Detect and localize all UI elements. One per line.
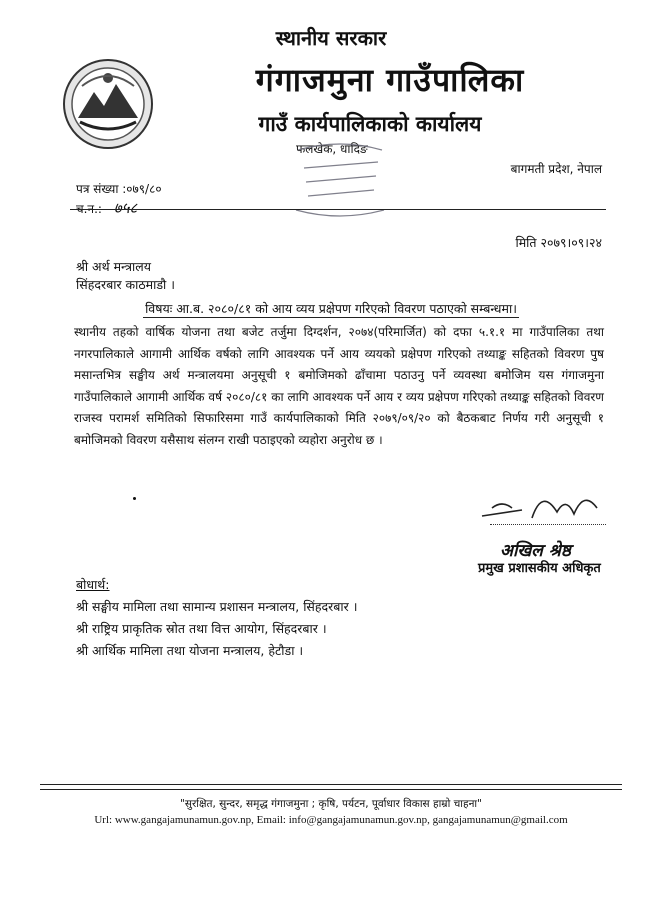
dispatch-row [76, 198, 137, 218]
handwritten-signature [462, 478, 612, 528]
recipient-line-2: सिंहदरबार काठमाडौ । [76, 277, 175, 292]
subject-line [0, 300, 662, 317]
footer-divider-bottom [40, 789, 622, 790]
cc-heading: बोधार्थ: [76, 577, 110, 592]
footer-contact: Url: www.gangajamunamun.gov.np, Email: info@gangajamunamun.gov.np, gangajamunamun@gmail.com [94, 814, 568, 826]
stray-dot [133, 497, 136, 500]
footer-slogan: "सुरक्षित, सुन्दर, समृद्ध गंगाजमुना ; कृषि, पर्यटन, पूर्वाधार विकास हाम्रो चाहना" [180, 798, 482, 810]
reference-number: पत्र संख्या :०७९/८० [76, 182, 162, 196]
dispatch-number: ७५८ [113, 199, 138, 217]
recipient-line-1: श्री अर्थ मन्त्रालय [76, 259, 151, 274]
subject-text: विषयः आ.ब. २०८०/८१ को आय व्यय प्रक्षेपण गरिएको विवरण पठाएको सम्बन्धमा। [145, 301, 517, 316]
footer-divider-top [40, 784, 622, 785]
letter-date: मिति २०७९।०९।२४ [515, 235, 602, 250]
cc-item: श्री राष्ट्रिय प्राकृतिक स्रोत तथा वित्त आयोग, सिंहदरबार । [76, 621, 327, 636]
office-place: फलखेक, धादिङ [296, 142, 368, 156]
municipality-name: गंगाजमुना गाउँपालिका [255, 61, 525, 99]
office-stamp [290, 140, 390, 218]
cc-item: श्री आर्थिक मामिला तथा योजना मन्त्रालय, हेटौडा । [76, 643, 304, 658]
signatory-name: अखिल श्रेष्ठ [500, 541, 571, 561]
government-label: स्थानीय सरकार [275, 26, 387, 50]
office-name: गाउँ कार्यपालिकाको कार्यालय [258, 112, 482, 136]
signature-line [490, 524, 606, 525]
letter-body: स्थानीय तहको वार्षिक योजना तथा बजेट तर्जुमा दिग्दर्शन, २०७४(परिमार्जित) को दफा ५.१.१ मा गाउँपालिका तथा नगरपालिकाले आगामी आर्थिक वर्षको लागि आवश्यक पर्ने आय व्ययको प्रक्षेपण गरिएको तथ्याङ्क सहितको विवरण पुष मसान्तभित्र सङ्घीय अर्थ मन्त्रालयमा अनुसूची १ बमोजिमको ढाँचामा पठाउनु पर्ने व्यवस्था बमोजिम यस गंगाजमुना गाउँपालिकाले आगामी आर्थिक वर्ष २०८०/८१ का लागि आवश्यक पर्ने आय र व्यय प्रक्षेपण गरिएको तथ्याङ्क सहितको विवरण राजस्व परामर्श समितिको सिफारिसमा गाउँ कार्यपालिकाको मिति २०७९/०९/२० को बैठकबाट निर्णय गरी अनुसूची १ बमोजिमको विवरण यसैसाथ संलग्न राखी पठाइएको व्यहोरा अनुरोध छ । [74, 325, 604, 447]
signatory-title: प्रमुख प्रशासकीय अधिकृत [478, 561, 601, 576]
dispatch-label: च.न.: [76, 202, 102, 216]
header-divider [70, 209, 606, 210]
province-label: बागमती प्रदेश, नेपाल [510, 162, 602, 176]
cc-item: श्री सङ्घीय मामिला तथा सामान्य प्रशासन मन्त्रालय, सिंहदरबार । [76, 599, 358, 614]
